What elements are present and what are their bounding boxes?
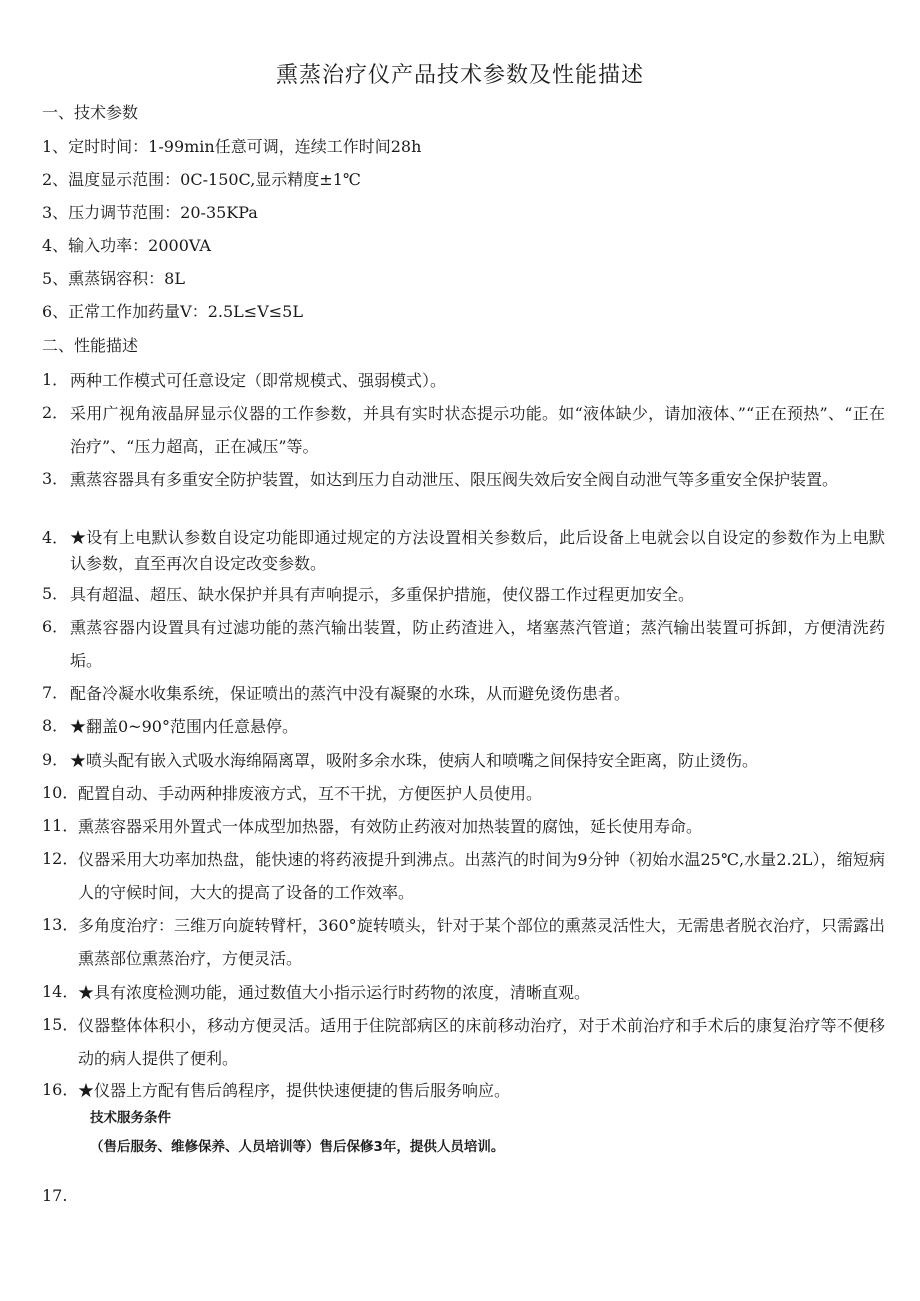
document-title: 熏蒸治疗仪产品技术参数及性能描述 <box>275 63 644 88</box>
item-text: 熏蒸容器采用外置式一体成型加热器，有效防止药液对加热装置的腐蚀，延长使用寿命。 <box>78 817 703 836</box>
item-text: ★具有浓度检测功能，通过数值大小指示运行时药物的浓度，清晰直观。 <box>78 983 591 1002</box>
item-text: 熏蒸容器内设置具有过滤功能的蒸汽输出装置，防止药渣进入，堵塞蒸汽管道；蒸汽输出装置可拆卸，方便清洗药垢。 <box>70 618 885 670</box>
service-heading: 技术服务条件 <box>90 1110 171 1126</box>
item-text: 配备冷凝水收集系统，保证喷出的蒸汽中没有凝聚的水珠，从而避免烫伤患者。 <box>70 684 631 703</box>
item-number: 15． <box>42 1015 79 1034</box>
item-number: 14． <box>42 982 79 1001</box>
item-number: 5． <box>42 584 69 603</box>
item-text: 具有超温、超压、缺水保护并具有声响提示，多重保护措施，使仪器工作过程更加安全。 <box>70 585 695 604</box>
section-heading-technical-params: 一、技术参数 <box>42 103 139 122</box>
item-number: 12． <box>42 849 79 868</box>
item-number: 7． <box>42 683 69 702</box>
item-number: 11． <box>42 816 79 835</box>
param-pressure: 3、压力调节范围：20-35KPa <box>42 203 258 222</box>
item-text: 配置自动、手动两种排废液方式，互不干扰，方便医护人员使用。 <box>78 784 543 803</box>
item-text: ★仪器上方配有售后鸽程序，提供快速便捷的售后服务响应。 <box>78 1081 511 1100</box>
param-temperature: 2、温度显示范围：0C-150C,显示精度±1℃ <box>42 170 361 189</box>
param-timer: 1、定时时间：1-99min任意可调，连续工作时间28h <box>42 137 422 156</box>
item-17-number: 17. <box>42 1186 68 1205</box>
section-heading-performance: 二、性能描述 <box>42 336 139 355</box>
param-dosage: 6、正常工作加药量V：2.5L≤V≤5L <box>42 302 303 321</box>
item-number: 1． <box>42 370 69 389</box>
item-text: 采用广视角液晶屏显示仪器的工作参数，并具有实时状态提示功能。如“液体缺少，请加液体、”“正在预热”、“正在治疗”、“压力超高，正在减压”等。 <box>70 404 885 456</box>
item-text: ★喷头配有嵌入式吸水海绵隔离罩，吸附多余水珠，使病人和喷嘴之间保持安全距离，防止烫伤。 <box>70 751 759 770</box>
item-number: 4． <box>42 528 69 547</box>
item-text: ★翻盖0~90°范围内任意悬停。 <box>70 717 298 736</box>
item-text: 熏蒸容器具有多重安全防护装置，如达到压力自动泄压、限压阀失效后安全阀自动泄气等多重安全保护装置。 <box>70 470 839 489</box>
item-number: 2． <box>42 403 69 422</box>
item-number: 3． <box>42 469 69 488</box>
item-number: 6． <box>42 617 69 636</box>
item-number: 8． <box>42 716 69 735</box>
item-text: 仪器采用大功率加热盘，能快速的将药液提升到沸点。出蒸汽的时间为9分钟（初始水温25℃,水量2.2L），缩短病人的守候时间，大大的提高了设备的工作效率。 <box>78 850 885 902</box>
item-number: 10． <box>42 783 79 802</box>
item-text: 仪器整体体积小，移动方便灵活。适用于住院部病区的床前移动治疗，对于术前治疗和手术后的康复治疗等不便移动的病人提供了便利。 <box>78 1016 885 1068</box>
item-text: 两种工作模式可任意设定（即常规模式、强弱模式）。 <box>70 371 447 390</box>
item-text: ★设有上电默认参数自设定功能即通过规定的方法设置相关参数后，此后设备上电就会以自设定的参数作为上电默认参数，直至再次自设定改变参数。 <box>70 528 885 573</box>
service-text: （售后服务、维修保养、人员培训等）售后保修3年，提供人员培训。 <box>90 1139 505 1155</box>
param-volume: 5、熏蒸锅容积：8L <box>42 269 185 288</box>
item-number: 13． <box>42 915 79 934</box>
item-number: 16． <box>42 1080 79 1099</box>
item-number: 9． <box>42 750 69 769</box>
param-power: 4、输入功率：2000VA <box>42 236 211 255</box>
item-text: 多角度治疗：三维万向旋转臂杆，360°旋转喷头，针对于某个部位的熏蒸灵活性大，无需患者脱衣治疗，只需露出熏蒸部位熏蒸治疗，方便灵活。 <box>78 916 885 968</box>
